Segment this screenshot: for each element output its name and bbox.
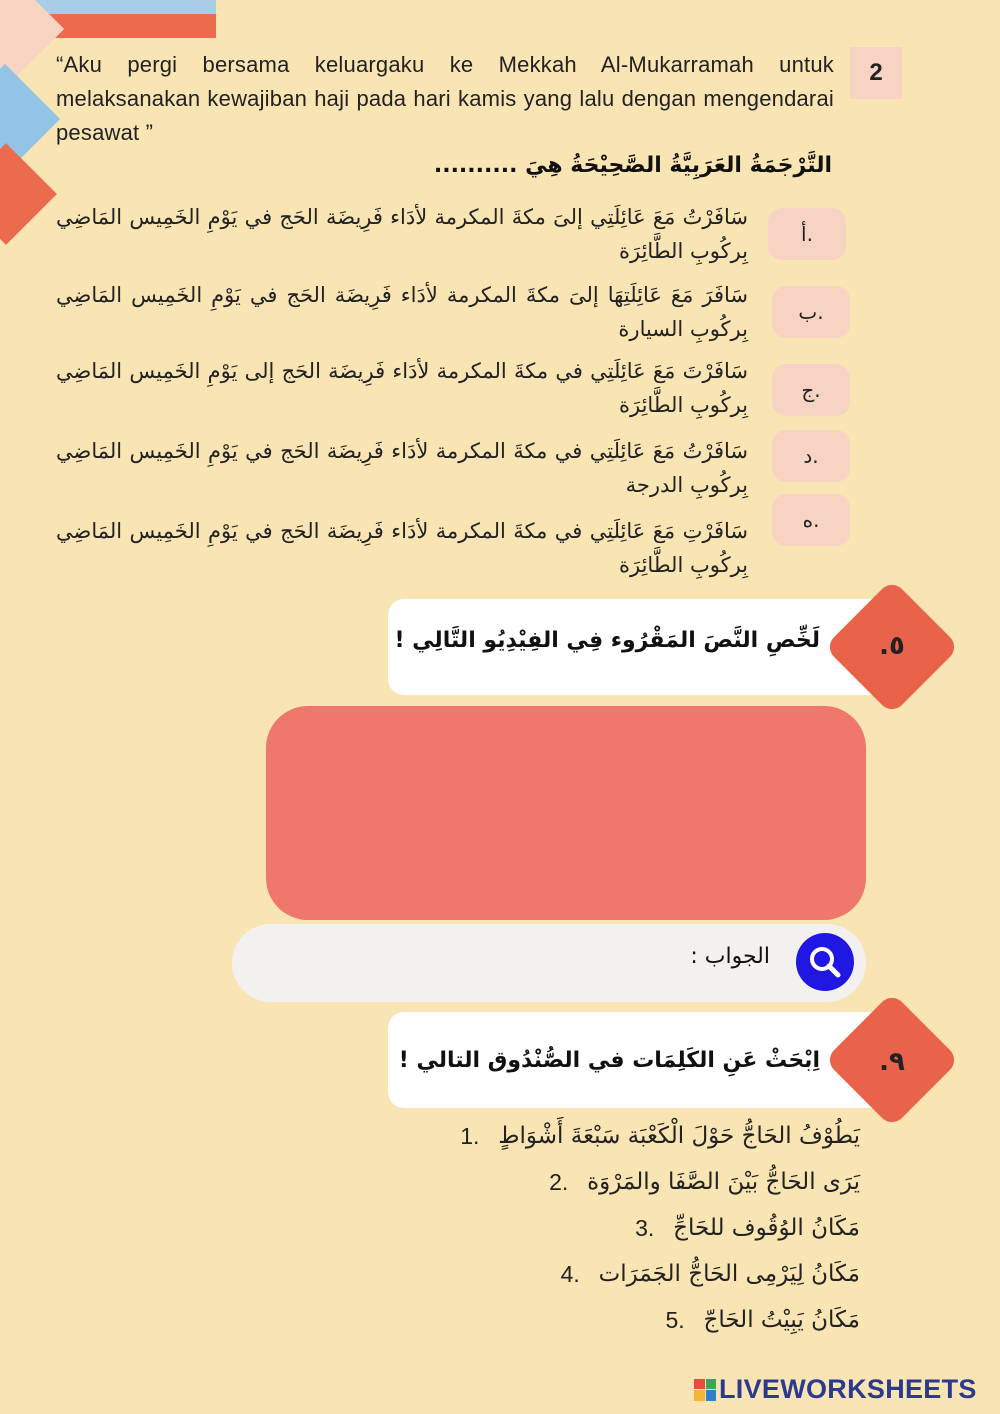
option-c-text[interactable]: سَافَرْتَ مَعَ عَائِلَتِي في مكةَ المكرمة لأدَاء فَرِيضَة الحَج إلى يَوْمِ الخَمِيس المَاضِي بِركُوبِ الطَّائِرَة: [56, 359, 748, 417]
list-item-number: 4.: [560, 1260, 580, 1287]
option-d-label[interactable]: د.: [772, 430, 850, 482]
decor-diamond-red: [0, 143, 57, 245]
search-icon: [807, 944, 843, 980]
list-item-text: يَرَى الحَاجُّ بَيْنَ الصَّفَا والمَرْوَة: [587, 1169, 860, 1195]
list-item-number: 1.: [460, 1122, 480, 1149]
brand-logo[interactable]: [694, 1374, 977, 1405]
list-item-number: 3.: [635, 1214, 655, 1241]
search-button[interactable]: [796, 933, 854, 991]
option-b-text[interactable]: سَافَرَ مَعَ عَائِلَتِهَا إلىَ مكةَ المكرمة لأدَاء فَرِيضَة الحَج في يَوْمِ الخَمِيس المَاضِي بِركُوبِ السيارة: [56, 283, 748, 341]
answer-field[interactable]: [232, 924, 866, 1002]
list-item: [460, 1113, 860, 1159]
section5-number: ٥.: [879, 631, 905, 661]
question-number: 2: [850, 47, 902, 99]
option-b-label[interactable]: ب.: [772, 286, 850, 338]
section5-title: لَخِّصِ النَّصَ المَقْرُوء فِي الفِيْدِيُو التَّالِي !: [394, 628, 820, 653]
list-item: [460, 1159, 860, 1205]
list-item-text: مَكَانُ لِيَرْمِى الحَاجُّ الجَمَرَات: [598, 1261, 860, 1287]
list-item-text: مَكَانُ يَبِيْتُ الحَاجّ: [703, 1307, 860, 1333]
list-item-number: 5.: [665, 1306, 685, 1333]
section9-title: اِبْحَثْ عَنِ الكَلِمَات في الصُّنْدُوق التالي !: [398, 1048, 820, 1073]
list-item-text: يَطُوْفُ الحَاجُّ حَوْلَ الْكَعْبَة سَبْعَةَ أَشْوَاطٍ: [498, 1123, 860, 1149]
option-d-text[interactable]: سَافَرْتُ مَعَ عَائِلَتِي في مكةَ المكرمة لأدَاء فَرِيضَة الحَج في يَوْمِ الخَمِيس المَاضِي بِركُوبِ الدرجة: [56, 439, 748, 497]
brand-name: LIVEWORKSHEETS: [719, 1374, 977, 1404]
question-text: “Aku pergi bersama keluargaku ke Mekkah Al-Mukarramah untuk melaksanakan kewajiban haji pada hari kamis yang lalu dengan mengendarai pesawat ”: [56, 52, 834, 145]
option-a-text[interactable]: سَافَرْتُ مَعَ عَائِلَتِي إلىَ مكةَ المكرمة لأدَاء فَرِيضَة الحَج في يَوْمِ الخَمِيس المَاضِي بِركُوبِ الطَّائِرَة: [56, 205, 748, 263]
answer-label: الجواب :: [690, 944, 770, 969]
liveworksheets-icon: [694, 1379, 716, 1401]
video-player[interactable]: [266, 706, 866, 920]
option-a-label[interactable]: أ.: [768, 208, 846, 260]
section9-number: ٩.: [879, 1047, 905, 1077]
option-c-label[interactable]: ج.: [772, 364, 850, 416]
word-list: [460, 1113, 860, 1343]
question-prompt: التَّرْجَمَةُ العَرَبِيَّةُ الصَّحِيْحَةُ هِيَ ..........: [433, 153, 832, 178]
list-item: [460, 1297, 860, 1343]
list-item: [460, 1251, 860, 1297]
list-item-number: 2.: [549, 1168, 569, 1195]
option-e-label[interactable]: ه.: [772, 494, 850, 546]
option-e-text[interactable]: سَافَرْتِ مَعَ عَائِلَتِي في مكةَ المكرمة لأدَاء فَرِيضَة الحَج في يَوْمِ الخَمِيس المَاضِي بِركُوبِ الطَّائِرَة: [56, 519, 748, 577]
list-item: [460, 1205, 860, 1251]
list-item-text: مَكَانُ الوُقُوف للحَاجِّ: [673, 1215, 860, 1241]
